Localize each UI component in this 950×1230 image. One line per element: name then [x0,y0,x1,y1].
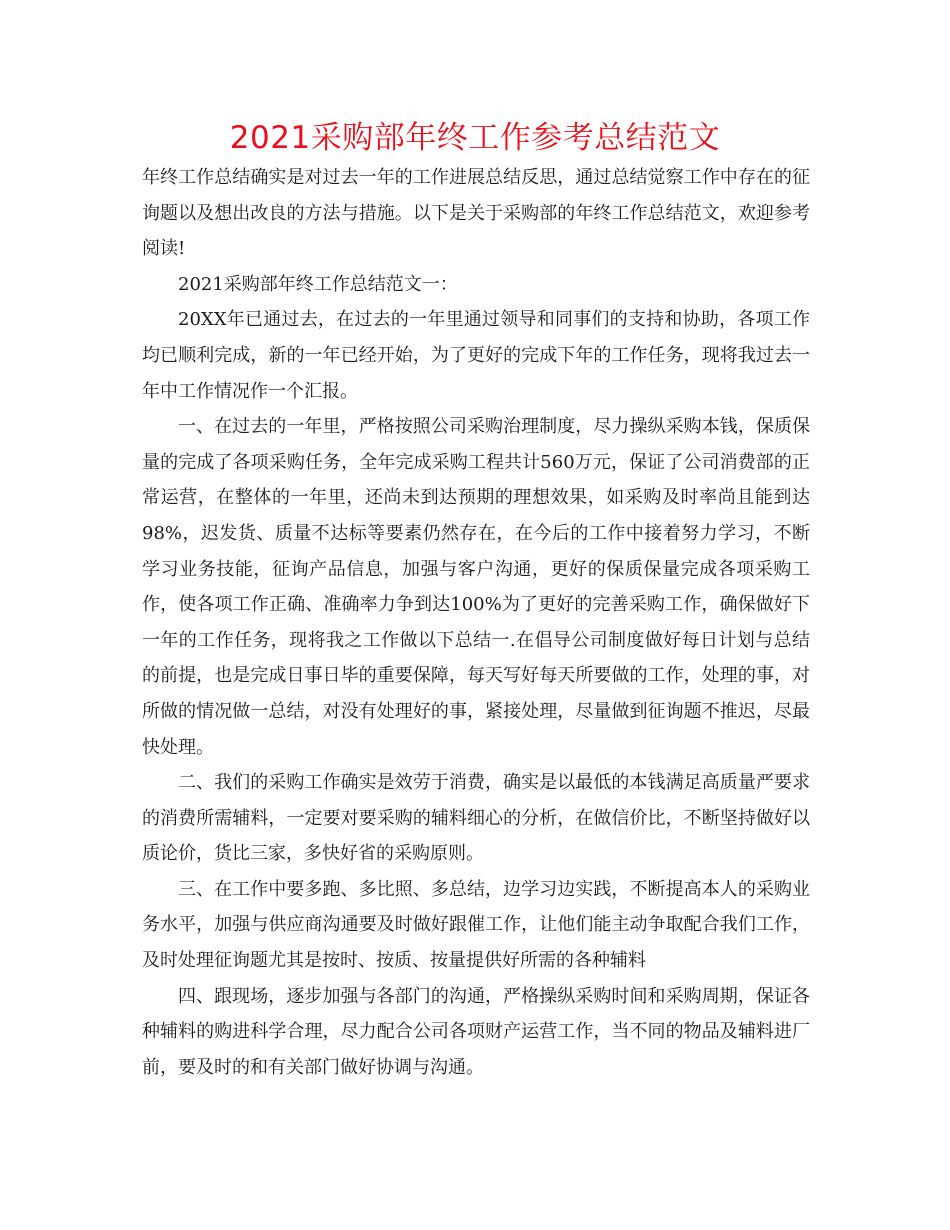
intro-paragraph: 年终工作总结确实是对过去一年的工作进展总结反思，通过总结觉察工作中存在的征询题以及想出改良的方法与措施。以下是关于采购部的年终工作总结范文，欢迎参考阅读! [142,167,810,260]
body-paragraph: 一、在过去的一年里，严格按照公司采购治理制度，尽力操纵采购本钱，保质保量的完成了各项采购任务，全年完成采购工程共计560万元，保证了公司消费部的正常运营，在整体的一年里，还尚未到达预期的理想效果，如采购及时率尚且能到达98%，迟发货、质量不达标等要素仍然存在，在今后的工作中接着努力学习，不断学习业务技能，征询产品信息，加强与客户沟通，更好的保质保量完成各项采购工作，使各项工作正确、准确率力争到达100%为了更好的完善采购工作，确保做好下一年的工作任务，现将我之工作做以下总结一.在倡导公司制度做好每日计划与总结的前提，也是完成日事日毕的重要保障，每天写好每天所要做的工作，处理的事，对所做的情况做一总结，对没有处理好的事，紧接处理，尽量做到征询题不推迟，尽最快处理。 [142,416,810,758]
document-body [142,160,810,1085]
document-title: 2021采购部年终工作参考总结范文 [229,120,721,156]
body-paragraph: 20XX年已通过去，在过去的一年里通过领导和同事们的支持和协助，各项工作均已顺利完成，新的一年已经开始，为了更好的完成下年的工作任务，现将我过去一年中工作情况作一个汇报。 [142,309,810,402]
section-heading: 2021采购部年终工作总结范文一： [178,273,458,295]
body-paragraph: 二、我们的采购工作确实是效劳于消费，确实是以最低的本钱满足高质量严要求的消费所需辅料，一定要对要采购的辅料细心的分析，在做信价比，不断坚持做好以质论价，货比三家，多快好省的采购原则。 [142,772,810,865]
body-paragraph: 四、跟现场，逐步加强与各部门的沟通，严格操纵采购时间和采购周期，保证各种辅料的购进科学合理，尽力配合公司各项财产运营工作，当不同的物品及辅料进厂前，要及时的和有关部门做好协调与沟通。 [142,985,810,1078]
body-paragraph: 三、在工作中要多跑、多比照、多总结，边学习边实践，不断提高本人的采购业务水平，加强与供应商沟通要及时做好跟催工作，让他们能主动争取配合我们工作，及时处理征询题尤其是按时、按质、按量提供好所需的各种辅料 [142,878,810,972]
